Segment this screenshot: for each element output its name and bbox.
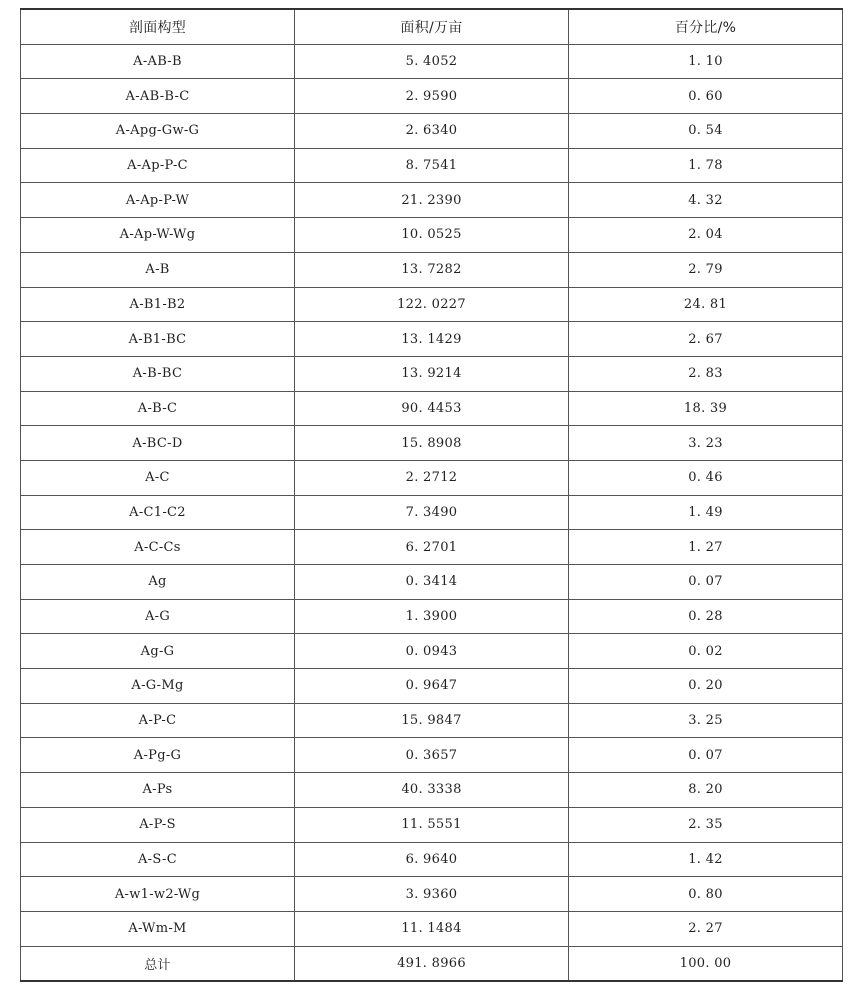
table-row [21, 911, 843, 946]
table-body [21, 44, 843, 981]
table-row [21, 460, 843, 495]
cell-area: 13. 7282 [295, 252, 569, 287]
cell-percentage: 2. 83 [569, 356, 843, 391]
cell-area: 11. 1484 [295, 911, 569, 946]
cell-area: 0. 3657 [295, 738, 569, 773]
cell-percentage: 2. 35 [569, 807, 843, 842]
cell-profile-type: A-Wm-M [21, 911, 295, 946]
cell-profile-type: A-Ap-P-W [21, 183, 295, 218]
cell-percentage: 0. 02 [569, 634, 843, 669]
table-row [21, 79, 843, 114]
cell-percentage: 1. 27 [569, 530, 843, 565]
table-header [21, 9, 843, 44]
table-row [21, 426, 843, 461]
total-percentage: 100. 00 [569, 946, 843, 981]
profile-type-table [20, 8, 843, 982]
cell-profile-type: A-Ap-P-C [21, 148, 295, 183]
header-area: 面积/万亩 [295, 9, 569, 44]
table-row [21, 703, 843, 738]
cell-profile-type: A-C-Cs [21, 530, 295, 565]
cell-area: 3. 9360 [295, 877, 569, 912]
cell-percentage: 0. 07 [569, 565, 843, 600]
cell-area: 15. 9847 [295, 703, 569, 738]
table-row [21, 114, 843, 149]
table-row [21, 391, 843, 426]
cell-area: 6. 9640 [295, 842, 569, 877]
cell-area: 2. 9590 [295, 79, 569, 114]
cell-percentage: 2. 67 [569, 322, 843, 357]
cell-area: 6. 2701 [295, 530, 569, 565]
table-row [21, 669, 843, 704]
cell-profile-type: A-AB-B [21, 44, 295, 79]
header-profile-type: 剖面构型 [21, 9, 295, 44]
header-row [21, 9, 843, 44]
cell-percentage: 3. 23 [569, 426, 843, 461]
cell-area: 21. 2390 [295, 183, 569, 218]
cell-profile-type: A-C [21, 460, 295, 495]
cell-percentage: 1. 78 [569, 148, 843, 183]
header-percentage: 百分比/% [569, 9, 843, 44]
cell-profile-type: A-AB-B-C [21, 79, 295, 114]
cell-area: 2. 6340 [295, 114, 569, 149]
cell-percentage: 24. 81 [569, 287, 843, 322]
cell-percentage: 1. 49 [569, 495, 843, 530]
cell-area: 13. 9214 [295, 356, 569, 391]
table-row [21, 773, 843, 808]
cell-percentage: 1. 10 [569, 44, 843, 79]
cell-area: 5. 4052 [295, 44, 569, 79]
cell-percentage: 1. 42 [569, 842, 843, 877]
cell-area: 122. 0227 [295, 287, 569, 322]
cell-percentage: 2. 04 [569, 218, 843, 253]
cell-percentage: 0. 54 [569, 114, 843, 149]
cell-profile-type: Ag-G [21, 634, 295, 669]
cell-area: 0. 0943 [295, 634, 569, 669]
cell-percentage: 0. 07 [569, 738, 843, 773]
table-row [21, 634, 843, 669]
table-row [21, 877, 843, 912]
table-row [21, 495, 843, 530]
table-row [21, 599, 843, 634]
cell-area: 7. 3490 [295, 495, 569, 530]
cell-profile-type: A-P-C [21, 703, 295, 738]
cell-profile-type: A-B1-B2 [21, 287, 295, 322]
table-row [21, 148, 843, 183]
table-row [21, 807, 843, 842]
cell-profile-type: A-Pg-G [21, 738, 295, 773]
cell-profile-type: A-Ps [21, 773, 295, 808]
cell-profile-type: A-B-C [21, 391, 295, 426]
cell-percentage: 0. 80 [569, 877, 843, 912]
table-row [21, 322, 843, 357]
table-row [21, 530, 843, 565]
cell-area: 0. 9647 [295, 669, 569, 704]
cell-profile-type: A-B-BC [21, 356, 295, 391]
cell-area: 11. 5551 [295, 807, 569, 842]
cell-profile-type: A-Apg-Gw-G [21, 114, 295, 149]
cell-profile-type: A-S-C [21, 842, 295, 877]
cell-percentage: 0. 46 [569, 460, 843, 495]
cell-profile-type: A-G [21, 599, 295, 634]
cell-area: 10. 0525 [295, 218, 569, 253]
total-label: 总计 [21, 946, 295, 981]
cell-profile-type: A-B [21, 252, 295, 287]
cell-profile-type: A-w1-w2-Wg [21, 877, 295, 912]
total-area: 491. 8966 [295, 946, 569, 981]
table-row [21, 287, 843, 322]
table-row [21, 842, 843, 877]
cell-percentage: 0. 60 [569, 79, 843, 114]
cell-percentage: 2. 27 [569, 911, 843, 946]
table-row [21, 565, 843, 600]
cell-percentage: 18. 39 [569, 391, 843, 426]
total-row [21, 946, 843, 981]
cell-area: 2. 2712 [295, 460, 569, 495]
table-row [21, 218, 843, 253]
cell-area: 15. 8908 [295, 426, 569, 461]
cell-percentage: 3. 25 [569, 703, 843, 738]
table-row [21, 44, 843, 79]
cell-area: 8. 7541 [295, 148, 569, 183]
cell-area: 40. 3338 [295, 773, 569, 808]
table-container [20, 8, 843, 982]
cell-profile-type: A-P-S [21, 807, 295, 842]
cell-area: 0. 3414 [295, 565, 569, 600]
cell-area: 90. 4453 [295, 391, 569, 426]
table-row [21, 356, 843, 391]
cell-profile-type: A-B1-BC [21, 322, 295, 357]
cell-area: 1. 3900 [295, 599, 569, 634]
cell-profile-type: A-BC-D [21, 426, 295, 461]
cell-percentage: 8. 20 [569, 773, 843, 808]
cell-percentage: 2. 79 [569, 252, 843, 287]
cell-profile-type: Ag [21, 565, 295, 600]
cell-profile-type: A-G-Mg [21, 669, 295, 704]
table-row [21, 183, 843, 218]
cell-percentage: 0. 20 [569, 669, 843, 704]
cell-percentage: 0. 28 [569, 599, 843, 634]
cell-profile-type: A-Ap-W-Wg [21, 218, 295, 253]
cell-profile-type: A-C1-C2 [21, 495, 295, 530]
table-row [21, 738, 843, 773]
cell-percentage: 4. 32 [569, 183, 843, 218]
table-row [21, 252, 843, 287]
cell-area: 13. 1429 [295, 322, 569, 357]
